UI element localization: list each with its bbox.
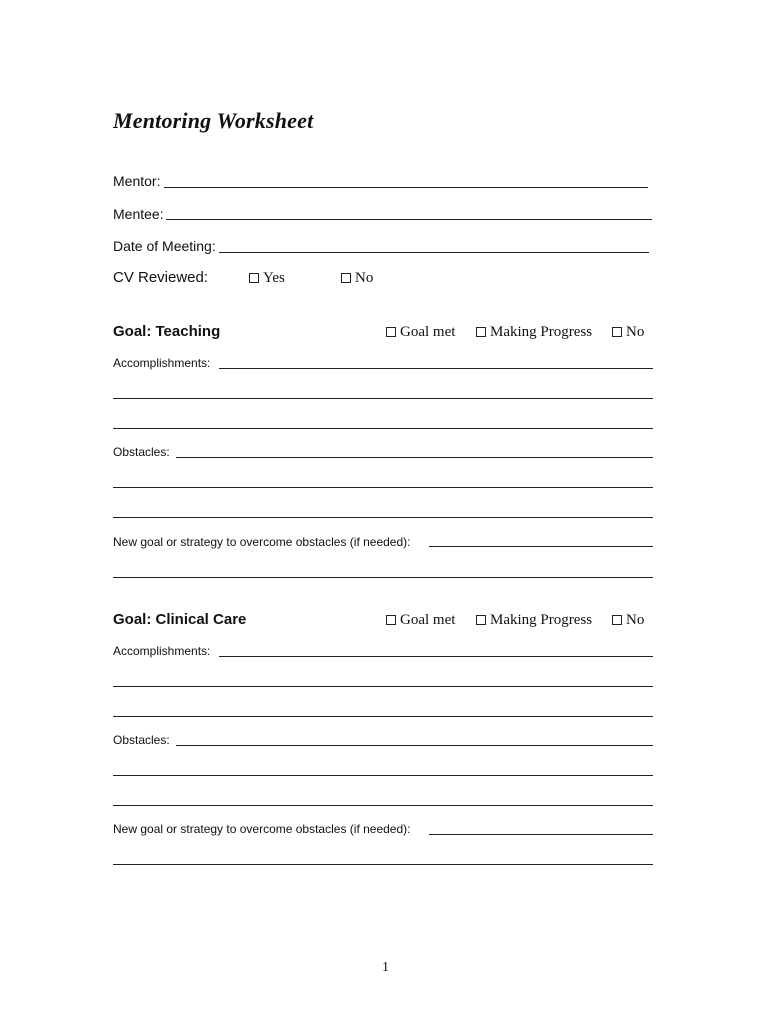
- clinical-accomplishments-label: Accomplishments:: [113, 644, 211, 658]
- cv-yes-checkbox[interactable]: [249, 273, 259, 283]
- clinical-no-label: No: [626, 612, 645, 628]
- clinical-accomplishments-line[interactable]: [113, 716, 653, 717]
- cv-no-label: No: [355, 270, 374, 286]
- goal-teaching-title: Goal: Teaching: [113, 323, 221, 340]
- mentor-field[interactable]: [164, 187, 648, 188]
- clinical-making-progress-checkbox[interactable]: [476, 615, 486, 625]
- clinical-accomplishments-line[interactable]: [113, 686, 653, 687]
- teaching-accomplishments-line[interactable]: [113, 398, 653, 399]
- clinical-making-progress-label: Making Progress: [490, 612, 593, 628]
- clinical-goal-met-option[interactable]: [386, 611, 455, 629]
- teaching-no-option[interactable]: [612, 323, 644, 341]
- teaching-accomplishments-label: Accomplishments:: [113, 356, 211, 370]
- teaching-new-goal-field[interactable]: [429, 546, 653, 547]
- teaching-goal-met-checkbox[interactable]: [386, 327, 396, 337]
- goal-clinical-care-title: Goal: Clinical Care: [113, 611, 247, 628]
- teaching-accomplishments-field[interactable]: [219, 368, 653, 369]
- clinical-obstacles-label: Obstacles:: [113, 733, 170, 747]
- cv-reviewed-label: CV Reviewed:: [113, 269, 209, 286]
- teaching-making-progress-option[interactable]: [476, 323, 592, 341]
- teaching-obstacles-line[interactable]: [113, 517, 653, 518]
- cv-no-checkbox[interactable]: [341, 273, 351, 283]
- teaching-new-goal-line[interactable]: [113, 577, 653, 578]
- clinical-no-option[interactable]: [612, 611, 644, 629]
- cv-yes-option[interactable]: [249, 269, 285, 287]
- date-of-meeting-field[interactable]: [219, 252, 649, 253]
- teaching-no-checkbox[interactable]: [612, 327, 622, 337]
- teaching-no-label: No: [626, 324, 645, 340]
- page-title: Mentoring Worksheet: [113, 108, 314, 133]
- teaching-making-progress-checkbox[interactable]: [476, 327, 486, 337]
- teaching-new-goal-label: New goal or strategy to overcome obstacles (if needed):: [113, 535, 411, 549]
- teaching-accomplishments-line[interactable]: [113, 428, 653, 429]
- cv-yes-label: Yes: [263, 270, 285, 286]
- clinical-new-goal-label: New goal or strategy to overcome obstacles (if needed):: [113, 822, 411, 836]
- mentee-label: Mentee:: [113, 206, 164, 222]
- teaching-goal-met-label: Goal met: [400, 324, 456, 340]
- cv-no-option[interactable]: [341, 269, 373, 287]
- teaching-making-progress-label: Making Progress: [490, 324, 593, 340]
- teaching-obstacles-label: Obstacles:: [113, 445, 170, 459]
- teaching-obstacles-field[interactable]: [176, 457, 653, 458]
- clinical-no-checkbox[interactable]: [612, 615, 622, 625]
- clinical-accomplishments-field[interactable]: [219, 656, 653, 657]
- page-number: 1: [382, 960, 389, 975]
- clinical-obstacles-line[interactable]: [113, 805, 653, 806]
- clinical-goal-met-checkbox[interactable]: [386, 615, 396, 625]
- date-of-meeting-label: Date of Meeting:: [113, 238, 216, 254]
- mentee-field[interactable]: [166, 219, 652, 220]
- clinical-new-goal-field[interactable]: [429, 834, 653, 835]
- clinical-goal-met-label: Goal met: [400, 612, 456, 628]
- clinical-obstacles-line[interactable]: [113, 775, 653, 776]
- clinical-making-progress-option[interactable]: [476, 611, 592, 629]
- teaching-obstacles-line[interactable]: [113, 487, 653, 488]
- clinical-new-goal-line[interactable]: [113, 864, 653, 865]
- teaching-goal-met-option[interactable]: [386, 323, 455, 341]
- clinical-obstacles-field[interactable]: [176, 745, 653, 746]
- mentor-label: Mentor:: [113, 173, 161, 189]
